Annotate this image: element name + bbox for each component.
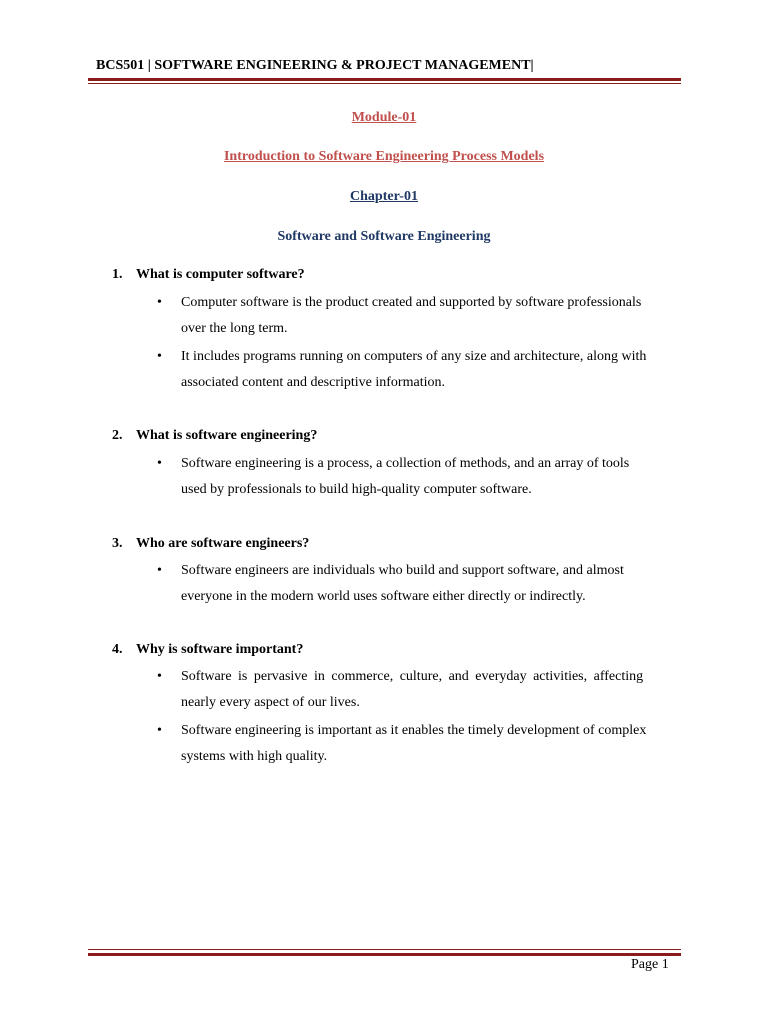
bullet-line: Software is pervasive in commerce, culture, and everyday activities, affecting xyxy=(181,669,644,684)
page-number: Page 1 xyxy=(631,957,669,972)
module-label: Module-01 xyxy=(351,110,417,125)
bullet-line: everyone in the modern world uses software either directly or indirectly. xyxy=(181,589,586,604)
question-text: Why is software important? xyxy=(136,642,304,657)
bullet-line: over the long term. xyxy=(181,321,288,336)
header-rule-thin xyxy=(88,83,681,84)
bullet-item xyxy=(157,718,677,770)
bullet-icon: • xyxy=(157,563,162,578)
bullet-line: associated content and descriptive information. xyxy=(181,375,445,390)
bullet-item xyxy=(157,344,677,396)
module-title: Introduction to Software Engineering Process Models xyxy=(223,149,545,164)
bullet-icon: • xyxy=(157,295,162,310)
question-4 xyxy=(112,642,303,658)
bullet-icon: • xyxy=(157,669,162,684)
header-rule-thick xyxy=(88,78,681,81)
bullet-icon: • xyxy=(157,723,162,738)
question-number: 4. xyxy=(112,642,123,657)
bullet-icon: • xyxy=(157,456,162,471)
bullet-item xyxy=(157,558,677,610)
bullet-line: Software engineers are individuals who build and support software, and almost xyxy=(181,563,624,578)
bullet-item xyxy=(157,451,677,503)
bullet-icon: • xyxy=(157,349,162,364)
question-2 xyxy=(112,428,317,444)
bullet-line: Software engineering is important as it enables the timely development of complex xyxy=(181,723,647,738)
section-title: Software and Software Engineering xyxy=(277,229,491,244)
bullet-line: It includes programs running on computers of any size and architecture, along with xyxy=(181,349,647,364)
question-text: What is computer software? xyxy=(136,267,305,282)
question-1 xyxy=(112,267,305,283)
question-number: 2. xyxy=(112,428,123,443)
bullet-line: systems with high quality. xyxy=(181,749,328,764)
question-text: What is software engineering? xyxy=(136,428,318,443)
chapter-label: Chapter-01 xyxy=(350,189,418,204)
bullet-item xyxy=(157,290,677,342)
question-number: 1. xyxy=(112,267,123,282)
bullet-line: Computer software is the product created and supported by software professionals xyxy=(181,295,642,310)
bullet-line: used by professionals to build high-quality computer software. xyxy=(181,482,532,497)
footer-rule-thin xyxy=(88,949,681,950)
question-number: 3. xyxy=(112,536,123,551)
bullet-line: Software engineering is a process, a collection of methods, and an array of tools xyxy=(181,456,630,471)
footer-rule-thick xyxy=(88,953,681,956)
header-title: BCS501 | SOFTWARE ENGINEERING & PROJECT MANAGEMENT| xyxy=(96,58,534,73)
bullet-item xyxy=(157,664,677,716)
question-3 xyxy=(112,536,309,552)
question-text: Who are software engineers? xyxy=(136,536,310,551)
bullet-line: nearly every aspect of our lives. xyxy=(181,695,360,710)
